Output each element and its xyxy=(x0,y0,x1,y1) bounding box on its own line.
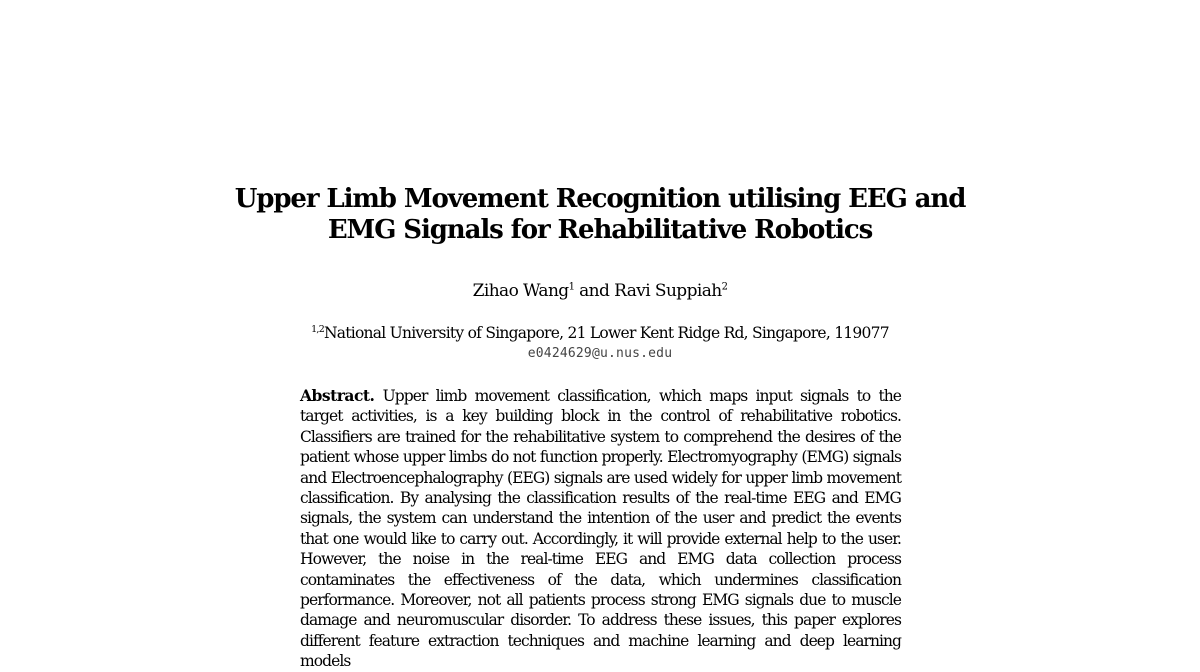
author-affiliation-mark-1: 1 xyxy=(568,281,575,293)
abstract xyxy=(300,386,901,672)
author-conjunction: and xyxy=(574,281,615,301)
abstract-label: Abstract. xyxy=(300,386,375,405)
author-email: e0424629@u.nus.edu xyxy=(527,346,673,361)
affiliation-text: National University of Singapore, 21 Lower Kent Ridge Rd, Singapore, 119077 xyxy=(323,324,889,342)
title-line-1: Upper Limb Movement Recognition utilising EEG and xyxy=(234,184,966,214)
affiliation xyxy=(230,323,970,343)
author-name-1: Zihao Wang xyxy=(472,281,569,301)
author-name-2: Ravi Suppiah xyxy=(614,281,722,301)
author-list xyxy=(300,280,900,302)
affiliation-marks: 1,2 xyxy=(311,323,324,335)
paper-title xyxy=(230,184,970,246)
abstract-text: Upper limb movement classification, which maps input signals to the target activities, is a key building block in the control of rehabilitative robotics. Classifiers are trained for the rehabilitative system to comprehend the desires of the patient whose upper limbs do not function properly. Electromyography (EMG) signals and Electroencephalography (EEG) signals are used widely for upper limb movement classification. By analysing the classification results of the real-time EEG and EMG signals, the system can understand the intention of the user and predict the events that one would like to carry out. Accordingly, it will provide external help to the user. However, the noise in the real-time EEG and EMG data collection process contaminates the effectiveness of the data, which undermines classification performance. Moreover, not all patients process strong EMG signals due to muscle damage and neuromuscular disorder. To address these issues, this paper explores different feature extraction techniques and machine learning and deep learning models xyxy=(300,387,901,671)
title-line-2: EMG Signals for Rehabilitative Robotics xyxy=(327,215,873,245)
author-affiliation-mark-2: 2 xyxy=(721,281,728,293)
